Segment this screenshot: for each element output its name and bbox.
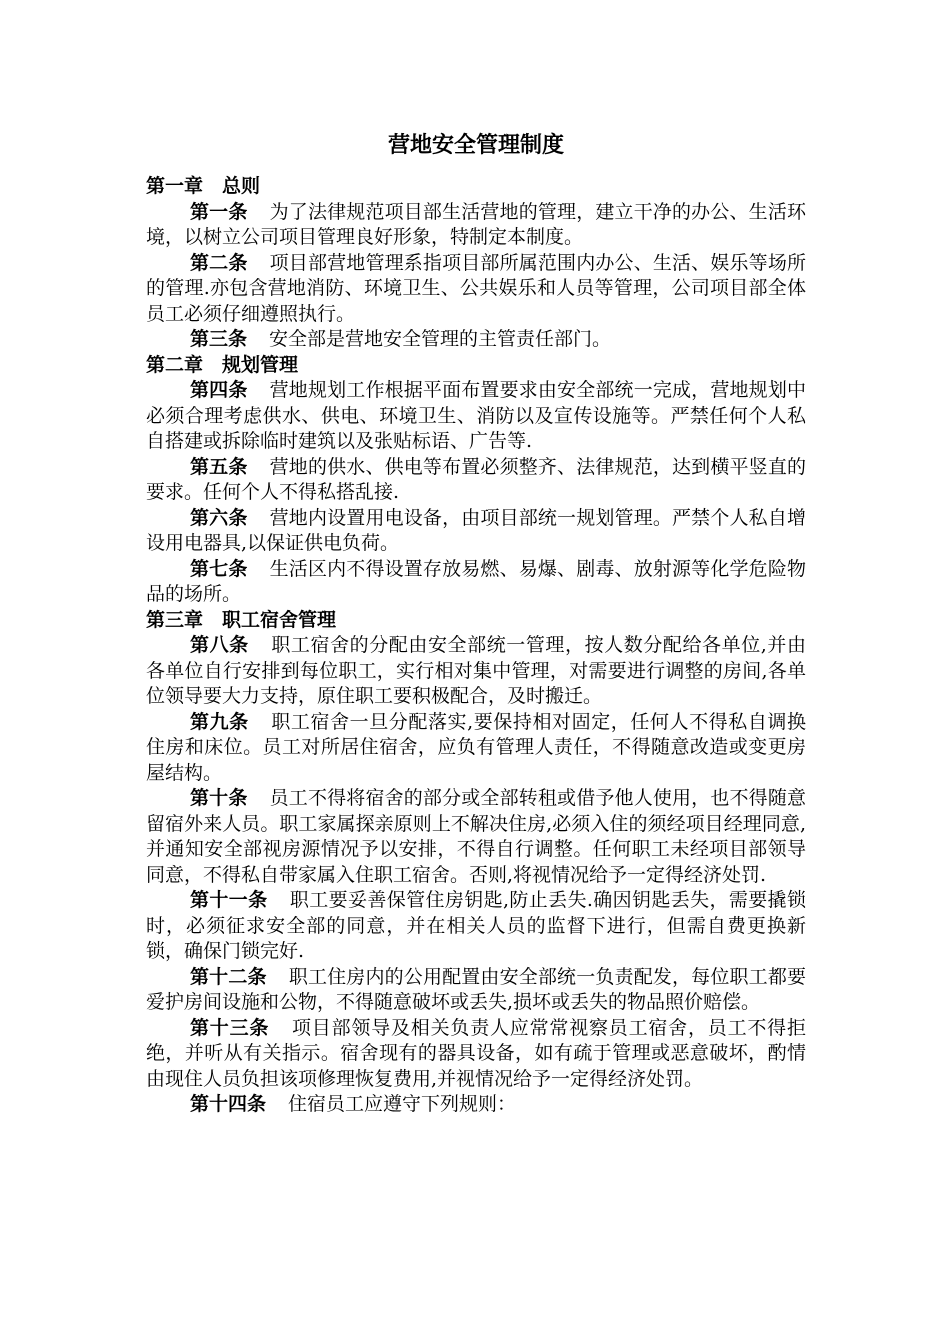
chapter-1 (146, 174, 806, 353)
article-text: 职工住房内的公用配置由安全部统一负责配发，每位职工都要爱护房间设施和公物，不得随意破坏或丢失,损坏或丢失的物品照价赔偿。 (146, 965, 806, 1013)
article-number: 第四条 (190, 379, 248, 401)
article-text: 营地规划工作根据平面布置要求由安全部统一完成，营地规划中必须合理考虑供水、供电、环境卫生、消防以及宣传设施等。严禁任何个人私自搭建或拆除临时建筑以及张贴标语、广告等. (146, 379, 806, 452)
article-number: 第五条 (190, 455, 248, 478)
article-text: 职工宿舍的分配由安全部统一管理，按人数分配给各单位,并由各单位自行安排到每位职工，实行相对集中管理，对需要进行调整的房间,各单位领导要大力支持，原住职工要积极配合，及时搬迁。 (146, 634, 806, 707)
article-text: 营地的供水、供电等布置必须整齐、法律规范，达到横平竖直的要求。任何个人不得私搭乱接. (146, 455, 806, 503)
chapter-2 (146, 353, 806, 608)
article-1 (146, 200, 806, 251)
article-number: 第一条 (190, 200, 248, 223)
article-5 (146, 455, 806, 506)
article-text: 项目部营地管理系指项目部所属范围内办公、生活、娱乐等场所的管理.亦包含营地消防、环境卫生、公共娱乐和人员等管理，公司项目部全体员工必须仔细遵照执行。 (146, 251, 806, 325)
article-number: 第二条 (190, 251, 248, 274)
article-text: 安全部是营地安全管理的主管责任部门。 (269, 328, 612, 350)
article-number: 第六条 (190, 506, 248, 529)
article-10 (146, 786, 806, 888)
article-8 (146, 633, 806, 710)
article-4 (146, 378, 806, 455)
chapter-heading: 第三章 职工宿舍管理 (146, 608, 337, 631)
article-number: 第三条 (190, 328, 248, 350)
article-text: 为了法律规范项目部生活营地的管理，建立干净的办公、生活环境，以树立公司项目管理良好形象，特制定本制度。 (146, 200, 806, 248)
article-text: 职工宿舍一旦分配落实,要保持相对固定，任何人不得私自调换住房和床位。员工对所居住宿舍，应负有管理人责任，不得随意改造或变更房屋结构。 (146, 710, 806, 784)
chapter-3 (146, 608, 806, 1118)
article-13 (146, 1016, 806, 1093)
article-number: 第八条 (190, 634, 249, 656)
article-number: 第十二条 (190, 965, 267, 988)
chapter-heading: 第二章 规划管理 (146, 353, 299, 376)
article-number: 第九条 (190, 710, 249, 733)
article-3 (146, 327, 806, 353)
article-2 (146, 251, 806, 328)
document-title: 营地安全管理制度 (387, 132, 564, 158)
chapter-heading: 第一章 总则 (146, 175, 261, 197)
article-text: 营地内设置用电设备，由项目部统一规划管理。严禁个人私自增设用电器具,以保证供电负荷。 (146, 506, 806, 554)
document-page (146, 130, 806, 1118)
article-text: 员工不得将宿舍的部分或全部转租或借予他人使用，也不得随意留宿外来人员。职工家属探亲原则上不解决住房,必须入住的须经项目经理同意,并通知安全部视房源情况予以安排，不得自行调整。任何职工未经项目部领导同意，不得私自带家属入住职工宿舍。否则,将视情况给予一定得经济处罚. (146, 787, 806, 886)
article-text: 住宿员工应遵守下列规则： (288, 1093, 517, 1115)
article-number: 第十四条 (190, 1093, 267, 1115)
article-number: 第十三条 (190, 1016, 270, 1039)
article-text: 项目部领导及相关负责人应常常视察员工宿舍，员工不得拒绝，并听从有关指示。宿舍现有的器具设备，如有疏于管理或恶意破坏，酌情由现住人员负担该项修理恢复费用,并视情况给予一定得经济处罚。 (146, 1016, 806, 1090)
article-number: 第七条 (190, 557, 248, 580)
article-6 (146, 506, 806, 557)
article-number: 第十条 (190, 787, 248, 809)
article-number: 第十一条 (190, 889, 268, 911)
article-text: 生活区内不得设置存放易燃、易爆、剧毒、放射源等化学危险物品的场所。 (146, 557, 806, 605)
article-14 (146, 1092, 806, 1118)
article-text: 职工要妥善保管住房钥匙,防止丢失.确因钥匙丢失，需要撬锁时，必须征求安全部的同意，并在相关人员的监督下进行，但需自费更换新锁，确保门锁完好. (146, 889, 806, 962)
article-9 (146, 710, 806, 787)
article-12 (146, 965, 806, 1016)
article-11 (146, 888, 806, 965)
article-7 (146, 557, 806, 608)
